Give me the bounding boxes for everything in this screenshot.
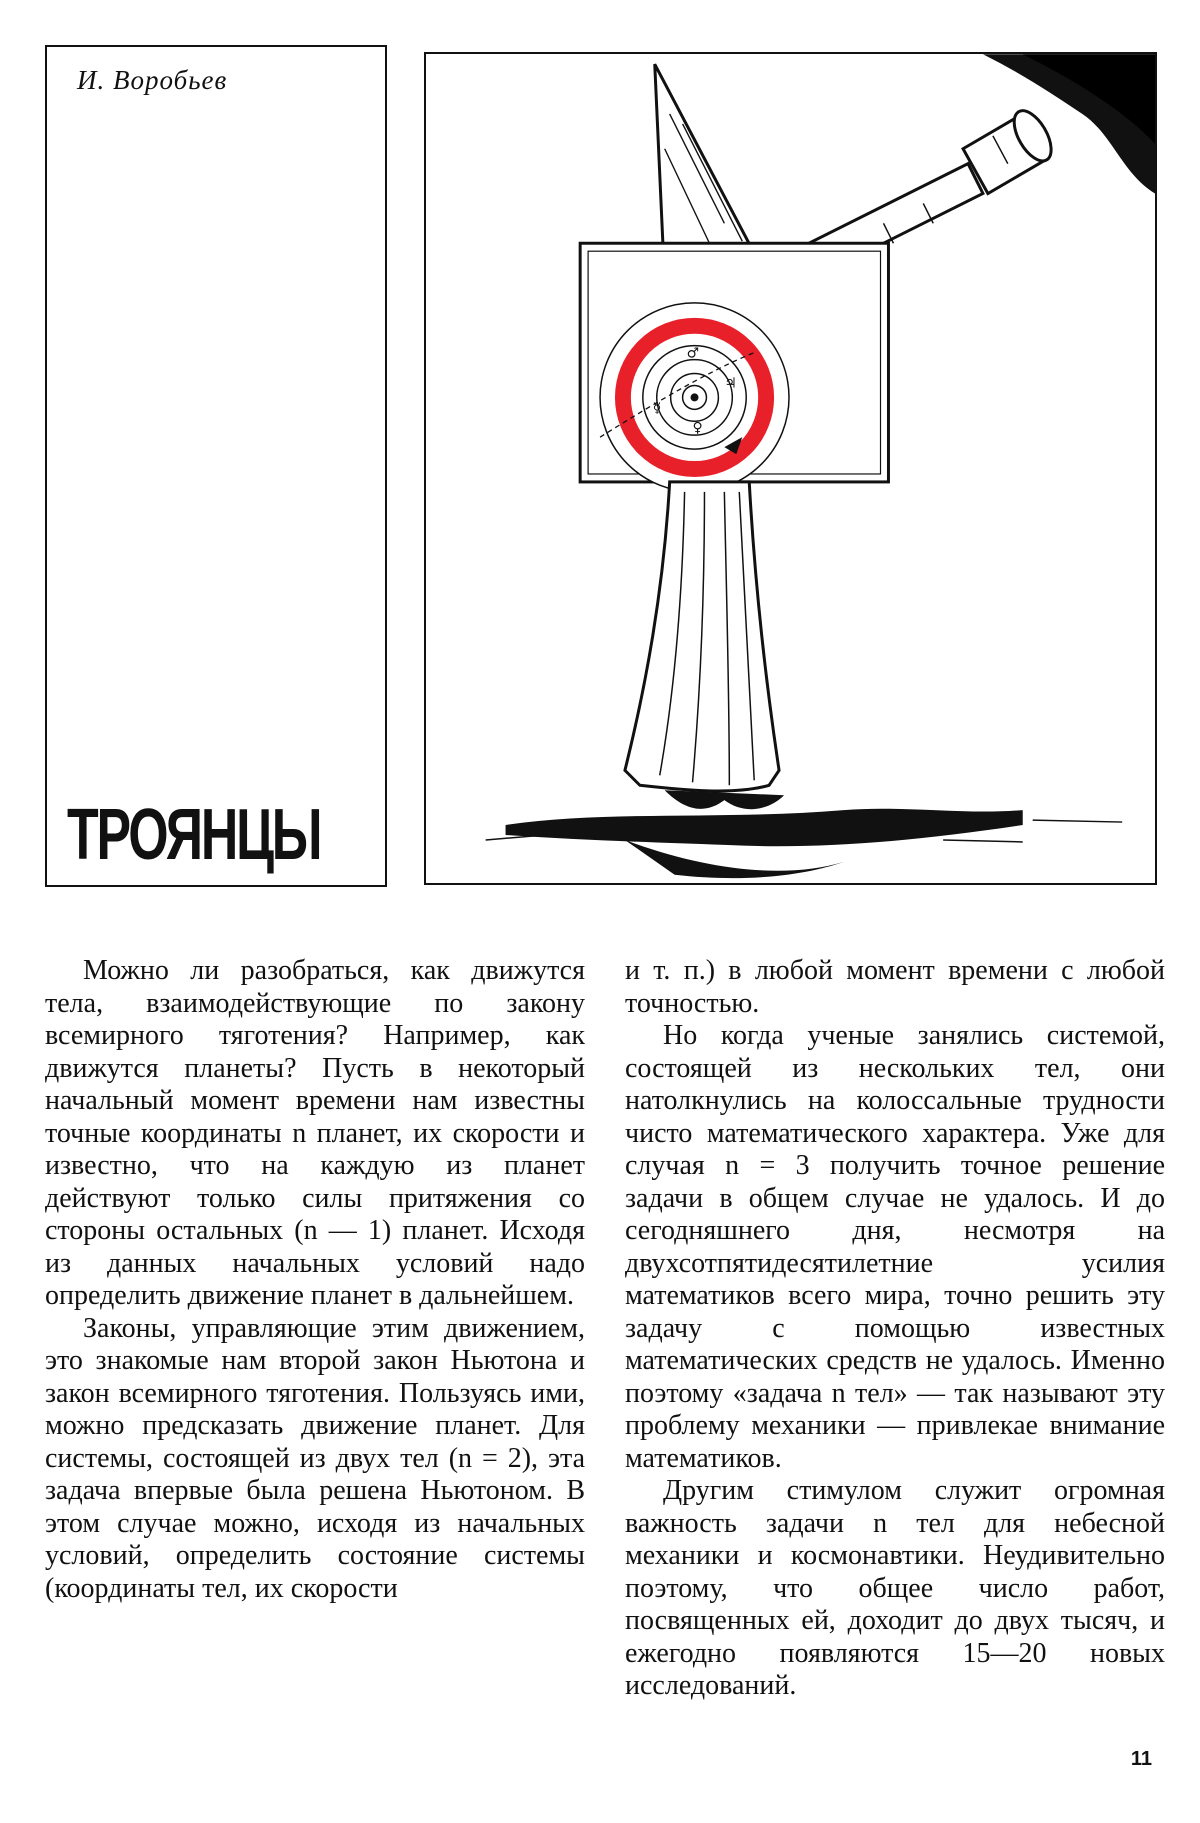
- title-panel: [45, 45, 387, 887]
- svg-text:♃: ♃: [724, 375, 737, 392]
- article-title: ТРОЯНЦЫ: [67, 795, 321, 875]
- wizard-illustration: [424, 52, 1157, 885]
- svg-text:☿: ☿: [652, 400, 662, 417]
- paragraph-continuation: и т. п.) в любой момент времени с любой точностью.: [625, 955, 1165, 1019]
- paragraph: Законы, управляющие этим движением, это знакомые нам второй закон Ньютона и закон всемирного тяготения. Пользуясь ими, можно предсказать движение планет. Для системы, состоящей из двух тел (n = 2), эта задача впервые была решена Ньютоном. В этом случае можно, исходя из начальных условий, определить состояние системы (координаты тел, их скорости: [45, 1312, 585, 1604]
- wizard-with-telescope-icon: [426, 54, 1155, 883]
- svg-text:♂: ♂: [686, 345, 700, 362]
- page-number: 11: [1130, 1748, 1152, 1770]
- svg-text:♀: ♀: [692, 420, 703, 437]
- author-name: И. Воробьев: [77, 65, 228, 95]
- paragraph: Можно ли разобраться, как движутся тела, взаимодействующие по закону всемирного тяготения? Например, как движутся планеты? Пусть в некоторый начальный момент времени нам известны точные координаты n планет, их скорости и известно, что на каждую из планет действуют только силы притяжения со стороны остальных (n — 1) планет. Исходя из данных начальных условий надо определить движение планет в дальнейшем.: [45, 955, 585, 1311]
- paragraph: Другим стимулом служит огромная важность задачи n тел для небесной механики и космонавтики. Неудивительно поэтому, что общее число работ, посвященных ей, доходит до двух тысяч, и ежегодно появляются 15—20 новых исследований.: [625, 1475, 1165, 1701]
- right-column: [625, 955, 1165, 1703]
- article-body: [45, 955, 1165, 1715]
- paragraph: Но когда ученые занялись системой, состоящей из нескольких тел, они натолкнулись на колоссальные трудности чисто математического характера. Уже для случая n = 3 получить точное решение задачи в общем случае не удалось. И до сегодняшнего дня, несмотря на двухсотпятидесятилетние усилия математиков всего мира, точно решить эту задачу с помощью известных математических средств не удалось. Именно поэтому «задача n тел» — так называют эту проблему механики — привлекае внимание математиков.: [625, 1020, 1165, 1474]
- left-column: [45, 955, 585, 1605]
